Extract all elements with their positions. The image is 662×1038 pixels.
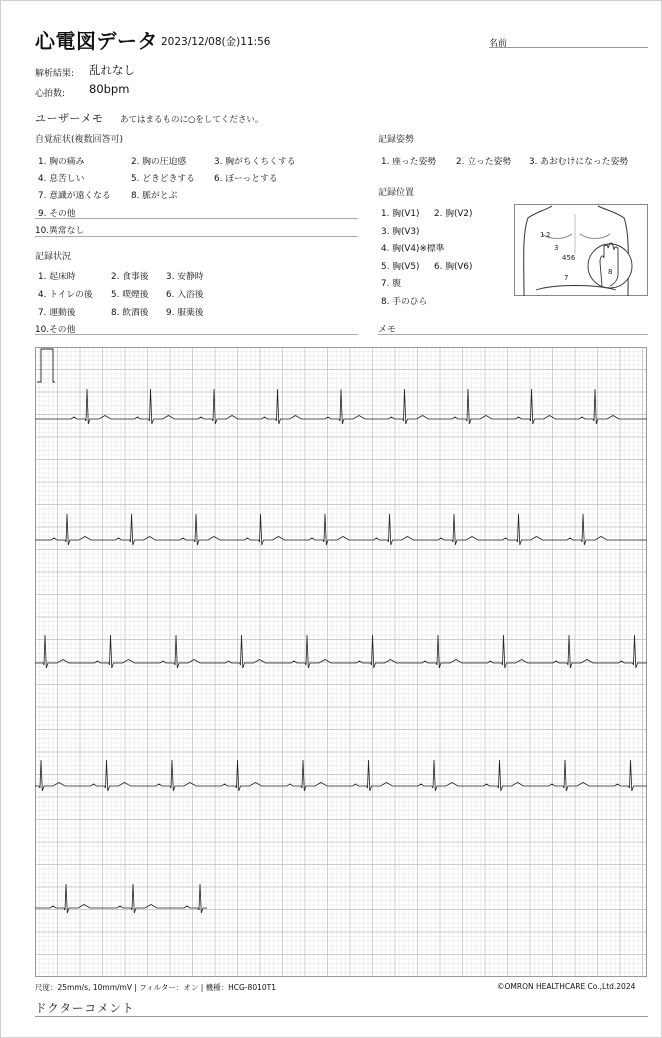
symptom-item[interactable]: 10.異常なし [35,226,85,236]
symptom-item[interactable]: 3. 胸がちくちくする [214,157,296,167]
situation-item[interactable]: 2. 食事後 [111,272,149,282]
situation-item[interactable]: 4. トイレの後 [38,290,93,300]
diagram-label: 456 [562,254,576,262]
situation-other-line [35,334,358,335]
position-item[interactable]: 5. 胸(V5) [381,262,420,272]
symptom-item[interactable]: 8. 脈がとぶ [131,191,178,201]
symptom-item[interactable]: 9. その他 [38,209,76,219]
posture-heading: 記録姿勢 [378,135,415,145]
posture-item[interactable]: 2. 立った姿勢 [456,157,512,167]
symptom-item[interactable]: 4. 息苦しい [38,174,85,184]
name-field-line [489,47,648,48]
situation-heading: 記録状況 [35,252,72,262]
situation-item[interactable]: 1. 起床時 [38,272,76,282]
diagram-label: 7 [564,274,569,282]
symptoms-heading: 自覚症状(複数回答可) [35,135,124,145]
diagram-label: 2 [546,231,551,239]
diagram-label: 1 [540,231,545,239]
symptom-item[interactable]: 2. 胸の圧迫感 [131,157,187,167]
position-item[interactable]: 8. 手のひら [381,297,428,307]
record-datetime: 2023/12/08(金)11:56 [161,36,271,48]
situation-item[interactable]: 6. 入浴後 [166,290,204,300]
situation-item[interactable]: 9. 服薬後 [166,308,204,318]
heart-rate-label: 心拍数: [35,89,66,99]
position-item[interactable]: 7. 腹 [381,279,401,289]
diagram-label: 8 [608,268,613,276]
symptom-divider [35,236,358,237]
position-item[interactable]: 1. 胸(V1) [381,209,420,219]
recording-settings: 尺度：25mm/s, 10mm/mV | フィルター：オン | 機種：HCG-8010T1 [35,983,276,992]
doctor-comment-label: ドクターコメント [35,1001,135,1015]
name-label: 名前 [489,39,508,49]
user-memo-heading: ユーザーメモ [35,112,104,125]
analysis-result-label: 解析結果: [35,69,75,79]
symptom-other-line [35,218,358,219]
page-title: 心電図データ [35,29,158,53]
doctor-comment-line [35,1016,648,1017]
position-item[interactable]: 4. 胸(V4)※標準 [381,244,445,254]
situation-item[interactable]: 7. 運動後 [38,308,76,318]
situation-item[interactable]: 8. 飲酒後 [111,308,149,318]
symptom-item[interactable]: 1. 胸の痛み [38,157,85,167]
situation-item[interactable]: 3. 安静時 [166,272,204,282]
user-memo-instruction: あてはまるものに○をしてください。 [120,115,264,125]
analysis-result-value: 乱れなし [89,63,135,77]
position-item[interactable]: 3. 胸(V3) [381,227,420,237]
symptom-item[interactable]: 6. ぼーっとする [214,174,278,184]
position-heading: 記録位置 [378,188,415,198]
ecg-trace-row-5 [35,884,207,913]
diagram-label: 3 [554,244,559,252]
position-item[interactable]: 2. 胸(V2) [434,209,473,219]
posture-item[interactable]: 1. 座った姿勢 [381,157,437,167]
symptom-item[interactable]: 7. 意識が遠くなる [38,191,111,201]
memo-label: メモ [378,325,397,335]
heart-rate-value: 80bpm [89,82,130,96]
posture-item[interactable]: 3. あおむけになった姿勢 [529,157,629,167]
situation-item[interactable]: 5. 喫煙後 [111,290,149,300]
symptom-item[interactable]: 5. どきどきする [131,174,195,184]
situation-item[interactable]: 10.その他 [35,325,76,335]
ecg-trace-grid [35,347,647,977]
memo-line [378,334,648,335]
position-item[interactable]: 6. 胸(V6) [434,262,473,272]
electrode-position-diagram [514,204,648,296]
copyright-notice: ©OMRON HEALTHCARE Co.,Ltd.2024 [497,982,636,991]
